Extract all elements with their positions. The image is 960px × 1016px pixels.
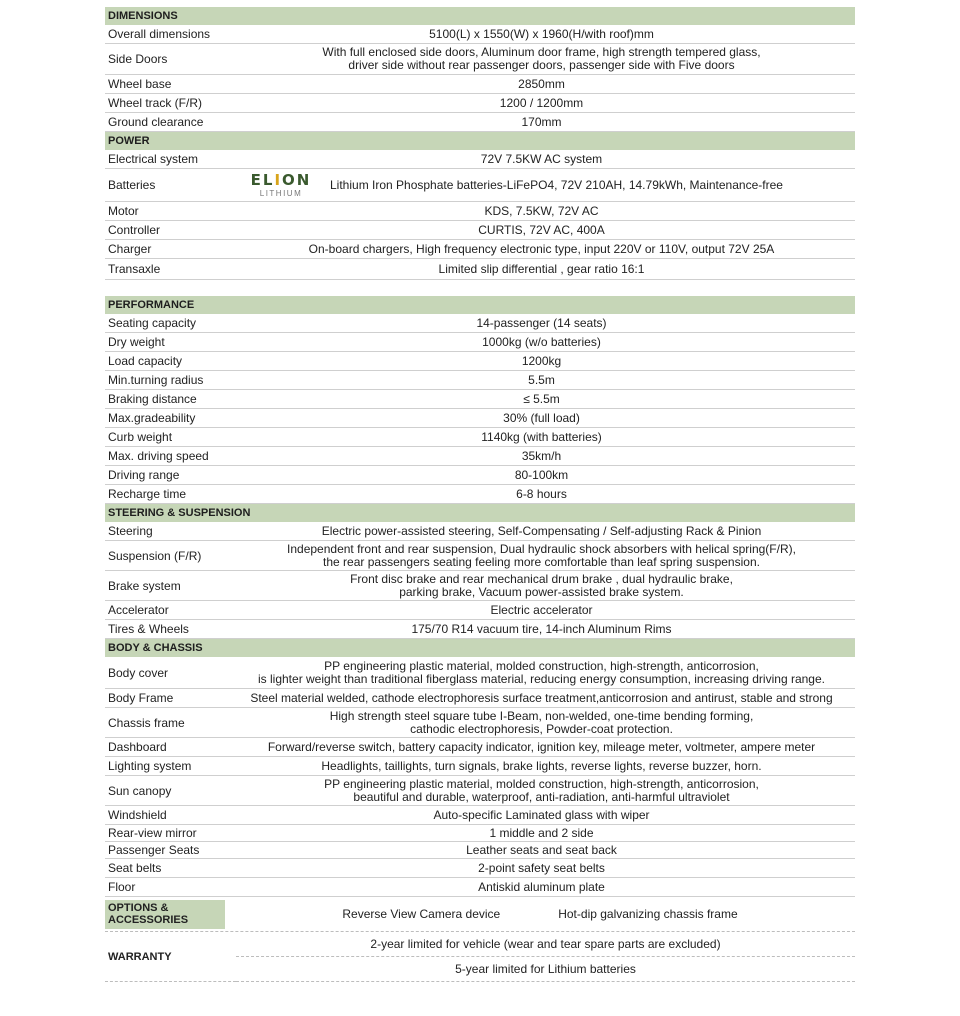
batteries-value: [228, 169, 855, 201]
spec-row-max-driving-speed: [105, 447, 855, 466]
spec-label: Side Doors: [108, 52, 168, 66]
spec-value-line: 170mm: [521, 114, 562, 129]
spec-value-line: 5.5m: [528, 372, 555, 387]
spec-value-line: 1200 / 1200mm: [499, 95, 584, 110]
spec-label: Body Frame: [108, 691, 174, 705]
spec-value-line: 2-point safety seat belts: [478, 860, 605, 875]
spec-label: Max.gradeability: [108, 411, 196, 425]
warranty-vehicle: 2-year limited for vehicle (wear and tear spare parts are excluded): [236, 932, 855, 957]
options-header: [105, 900, 225, 929]
spec-value-line: Forward/reverse switch, battery capacity indicator, ignition key, mileage meter, voltmeter, ampere meter: [267, 739, 816, 754]
spec-value-line: parking brake, Vacuum power-assisted brake system.: [399, 584, 684, 599]
spec-value-line: beautiful and durable, waterproof, anti-radiation, anti-harmful ultraviolet: [353, 789, 730, 804]
spec-value: [228, 738, 855, 756]
spec-row-brake-system: [105, 571, 855, 601]
spec-value-line: 1000kg (w/o batteries): [482, 334, 601, 349]
spec-value: [228, 466, 855, 484]
spec-value: [228, 657, 855, 688]
spec-value: [228, 150, 855, 168]
spec-value-line: Front disc brake and rear mechanical drum brake , dual hydraulic brake,: [350, 571, 733, 586]
spec-row-load-capacity: [105, 352, 855, 371]
spec-value-line: KDS, 7.5KW, 72V AC: [484, 203, 599, 218]
spec-sections: [105, 7, 855, 897]
spec-row-max-gradeability: [105, 409, 855, 428]
spec-value: [228, 409, 855, 427]
spec-row-accelerator: [105, 601, 855, 620]
options-title-line2: ACCESSORIES: [108, 914, 189, 926]
spec-row-lighting-system: [105, 757, 855, 776]
spec-row-tires-wheels: [105, 620, 855, 639]
spec-value: [228, 94, 855, 112]
spec-row-seat-belts: [105, 859, 855, 878]
spec-label: Controller: [108, 223, 161, 237]
spec-label: Wheel base: [108, 77, 172, 91]
spec-value: [228, 825, 855, 841]
spec-value-line: Electric power-assisted steering, Self-Compensating / Self-adjusting Rack & Pinion: [321, 523, 762, 538]
spec-value: [228, 259, 855, 279]
spec-row-dashboard: [105, 738, 855, 757]
spec-label: Load capacity: [108, 354, 183, 368]
spec-row-driving-range: [105, 466, 855, 485]
spec-value-line: 80-100km: [514, 467, 569, 482]
options-values: [225, 907, 855, 921]
spec-value: [228, 240, 855, 258]
section-header-power: POWER: [105, 132, 855, 150]
spec-value-line: 2850mm: [518, 76, 565, 91]
spec-label: Motor: [108, 204, 139, 218]
spec-value: [228, 314, 855, 332]
spec-value-line: driver side without rear passenger doors, passenger side with Five doors: [348, 58, 735, 72]
spec-row-seating-capacity: [105, 314, 855, 333]
spec-value: [228, 571, 855, 600]
spec-row-steering: [105, 522, 855, 541]
spec-label: Seat belts: [108, 861, 162, 875]
section-header-body: BODY & CHASSIS: [105, 639, 855, 657]
warranty-header: WARRANTY: [105, 932, 236, 982]
elion-logo: [240, 170, 322, 198]
spec-value-line: 30% (full load): [503, 410, 580, 425]
spec-value: [228, 113, 855, 131]
section-header-steering: STEERING & SUSPENSION: [105, 504, 855, 522]
spec-label: Braking distance: [108, 392, 197, 406]
spec-row-dry-weight: [105, 333, 855, 352]
spec-label: Dashboard: [108, 740, 167, 754]
spec-label: Brake system: [108, 578, 181, 593]
spec-label: Sun canopy: [108, 783, 172, 798]
spec-value: [228, 806, 855, 824]
spec-value-line: 175/70 R14 vacuum tire, 14-inch Aluminum Rims: [411, 621, 672, 636]
warranty-values: [236, 932, 855, 982]
warranty-row: [105, 932, 855, 982]
spec-value: [228, 522, 855, 540]
section-header-dimensions: DIMENSIONS: [105, 7, 855, 25]
spec-value-line: Electric accelerator: [490, 602, 593, 617]
spec-value: [228, 44, 855, 74]
spec-row-ground-clearance: [105, 113, 855, 132]
spec-label: Charger: [108, 242, 152, 256]
spec-value-line: cathodic electrophoresis, Powder-coat protection.: [410, 721, 673, 736]
spec-label: Floor: [108, 880, 136, 894]
spec-row-overall-dimensions: [105, 25, 855, 44]
spec-value-line: 35km/h: [521, 448, 562, 463]
spec-row-transaxle: [105, 259, 855, 280]
section-header-performance: PERFORMANCE: [105, 296, 855, 314]
spec-value: [228, 708, 855, 737]
option-item-galvanizing: Hot-dip galvanizing chassis frame: [558, 907, 738, 921]
spec-row-body-frame: [105, 689, 855, 708]
spec-value-line: the rear passengers seating feeling more comfortable than leaf spring suspension.: [323, 554, 760, 569]
spec-value-line: 1140kg (with batteries): [481, 429, 602, 444]
spec-value: [228, 428, 855, 446]
spec-value-line: 14-passenger (14 seats): [476, 315, 607, 330]
spec-row-suspension-f-r: [105, 541, 855, 571]
spec-value: [228, 859, 855, 877]
spec-label: Driving range: [108, 468, 180, 482]
spec-value: [228, 25, 855, 43]
spec-value-line: 1 middle and 2 side: [489, 825, 594, 840]
logo-subtitle: LITHIUM: [259, 188, 303, 198]
spec-value-line: Steel material welded, cathode electrophoresis surface treatment,anticorrosion and antirust, stable and strong: [250, 690, 833, 705]
spec-value-line: PP engineering plastic material, molded construction, high-strength, anticorrosion,: [324, 658, 759, 673]
spec-row-batteries: [105, 169, 855, 202]
spec-label: Overall dimensions: [108, 27, 211, 41]
options-row: [105, 897, 855, 932]
spec-row-wheel-track-f-r: [105, 94, 855, 113]
spec-row-body-cover: [105, 657, 855, 689]
spec-row-min-turning-radius: [105, 371, 855, 390]
spec-value-line: Lithium Iron Phosphate batteries-LiFePO4, 72V 210AH, 14.79kWh, Maintenance-free: [330, 178, 783, 192]
spec-value: [228, 202, 855, 220]
spec-label: Wheel track (F/R): [108, 96, 203, 110]
spec-label: Min.turning radius: [108, 373, 204, 387]
spec-value: [228, 352, 855, 370]
spec-value: [228, 601, 855, 619]
spec-value: [228, 757, 855, 775]
spec-value: [228, 878, 855, 896]
spec-sheet: [105, 7, 855, 982]
spec-value: [228, 689, 855, 707]
spec-value-line: Limited slip differential , gear ratio 16:1: [438, 261, 645, 276]
spec-value: [228, 776, 855, 805]
spec-row-curb-weight: [105, 428, 855, 447]
spec-value-line: CURTIS, 72V AC, 400A: [478, 222, 605, 237]
spec-row-electrical-system: [105, 150, 855, 169]
spec-value-line: Auto-specific Laminated glass with wiper: [433, 807, 650, 822]
spec-value-line: Headlights, taillights, turn signals, brake lights, reverse lights, reverse buzzer, horn.: [321, 758, 762, 773]
spec-row-motor: [105, 202, 855, 221]
spec-row-floor: [105, 878, 855, 897]
spec-label: Accelerator: [108, 603, 169, 617]
spec-value-line: PP engineering plastic material, molded construction, high-strength, anticorrosion,: [324, 776, 759, 791]
spec-value: [228, 333, 855, 351]
spec-label: Lighting system: [108, 759, 192, 773]
spec-row-chassis-frame: [105, 708, 855, 738]
spec-row-windshield: [105, 806, 855, 825]
spec-value: [228, 447, 855, 465]
logo-accent: I: [274, 170, 283, 189]
spec-row-recharge-time: [105, 485, 855, 504]
spec-label: Tires & Wheels: [108, 622, 189, 636]
spec-value: [228, 371, 855, 389]
spec-value: [228, 221, 855, 239]
spec-label: Suspension (F/R): [108, 548, 202, 563]
spec-label: Dry weight: [108, 335, 165, 349]
spec-value-line: Leather seats and seat back: [466, 842, 617, 857]
spec-value-line: With full enclosed side doors, Aluminum door frame, high strength tempered glass,: [322, 45, 761, 59]
options-title-line1: OPTIONS &: [108, 902, 169, 914]
spec-label: Curb weight: [108, 430, 173, 444]
spec-label: Ground clearance: [108, 115, 204, 129]
spec-value-line: 5100(L) x 1550(W) x 1960(H/with roof)mm: [429, 26, 654, 41]
spec-label: Recharge time: [108, 487, 187, 501]
spec-row-charger: [105, 240, 855, 259]
spec-label: Rear-view mirror: [108, 826, 197, 840]
spec-row-passenger-seats: [105, 842, 855, 859]
spec-value-line: Independent front and rear suspension, Dual hydraulic shock absorbers with helical spring(F/R),: [287, 541, 796, 556]
warranty-batteries: 5-year limited for Lithium batteries: [236, 957, 855, 982]
spec-row-rear-view-mirror: [105, 825, 855, 842]
spec-value-line: 6-8 hours: [516, 486, 567, 501]
spec-row-wheel-base: [105, 75, 855, 94]
spec-label: Steering: [108, 524, 153, 538]
spec-label: Batteries: [108, 178, 156, 192]
spec-row-side-doors: [105, 44, 855, 75]
option-item-camera: Reverse View Camera device: [342, 907, 501, 921]
spec-value-line: is lighter weight than traditional fiberglass material, reducing energy consumption, increasing driving range.: [258, 671, 825, 686]
spec-value: [228, 842, 855, 858]
spec-label: Electrical system: [108, 152, 199, 166]
spec-value-line: Antiskid aluminum plate: [478, 879, 605, 894]
spec-label: Chassis frame: [108, 715, 185, 730]
spec-value-line: On-board chargers, High frequency electronic type, input 220V or 110V, output 72V 25A: [308, 241, 775, 256]
spec-label: Seating capacity: [108, 316, 197, 330]
spec-value-line: ≤ 5.5m: [523, 391, 560, 406]
spec-label: Passenger Seats: [108, 843, 200, 857]
spec-value: [228, 390, 855, 408]
spec-value: [228, 485, 855, 503]
spec-value: [228, 75, 855, 93]
section-spacer: [105, 280, 855, 296]
spec-row-sun-canopy: [105, 776, 855, 806]
spec-label: Windshield: [108, 808, 167, 822]
spec-row-braking-distance: [105, 390, 855, 409]
spec-label: Max. driving speed: [108, 449, 209, 463]
spec-row-controller: [105, 221, 855, 240]
spec-label: Body cover: [108, 665, 169, 680]
spec-value: [228, 620, 855, 638]
spec-value-line: High strength steel square tube I-Beam, non-welded, one-time bending forming,: [329, 708, 754, 723]
spec-label: Transaxle: [108, 262, 161, 276]
spec-value-line: 1200kg: [521, 353, 562, 368]
spec-value-line: 72V 7.5KW AC system: [480, 151, 603, 166]
logo-wordmark: ELION: [250, 170, 312, 189]
spec-value: [228, 541, 855, 570]
